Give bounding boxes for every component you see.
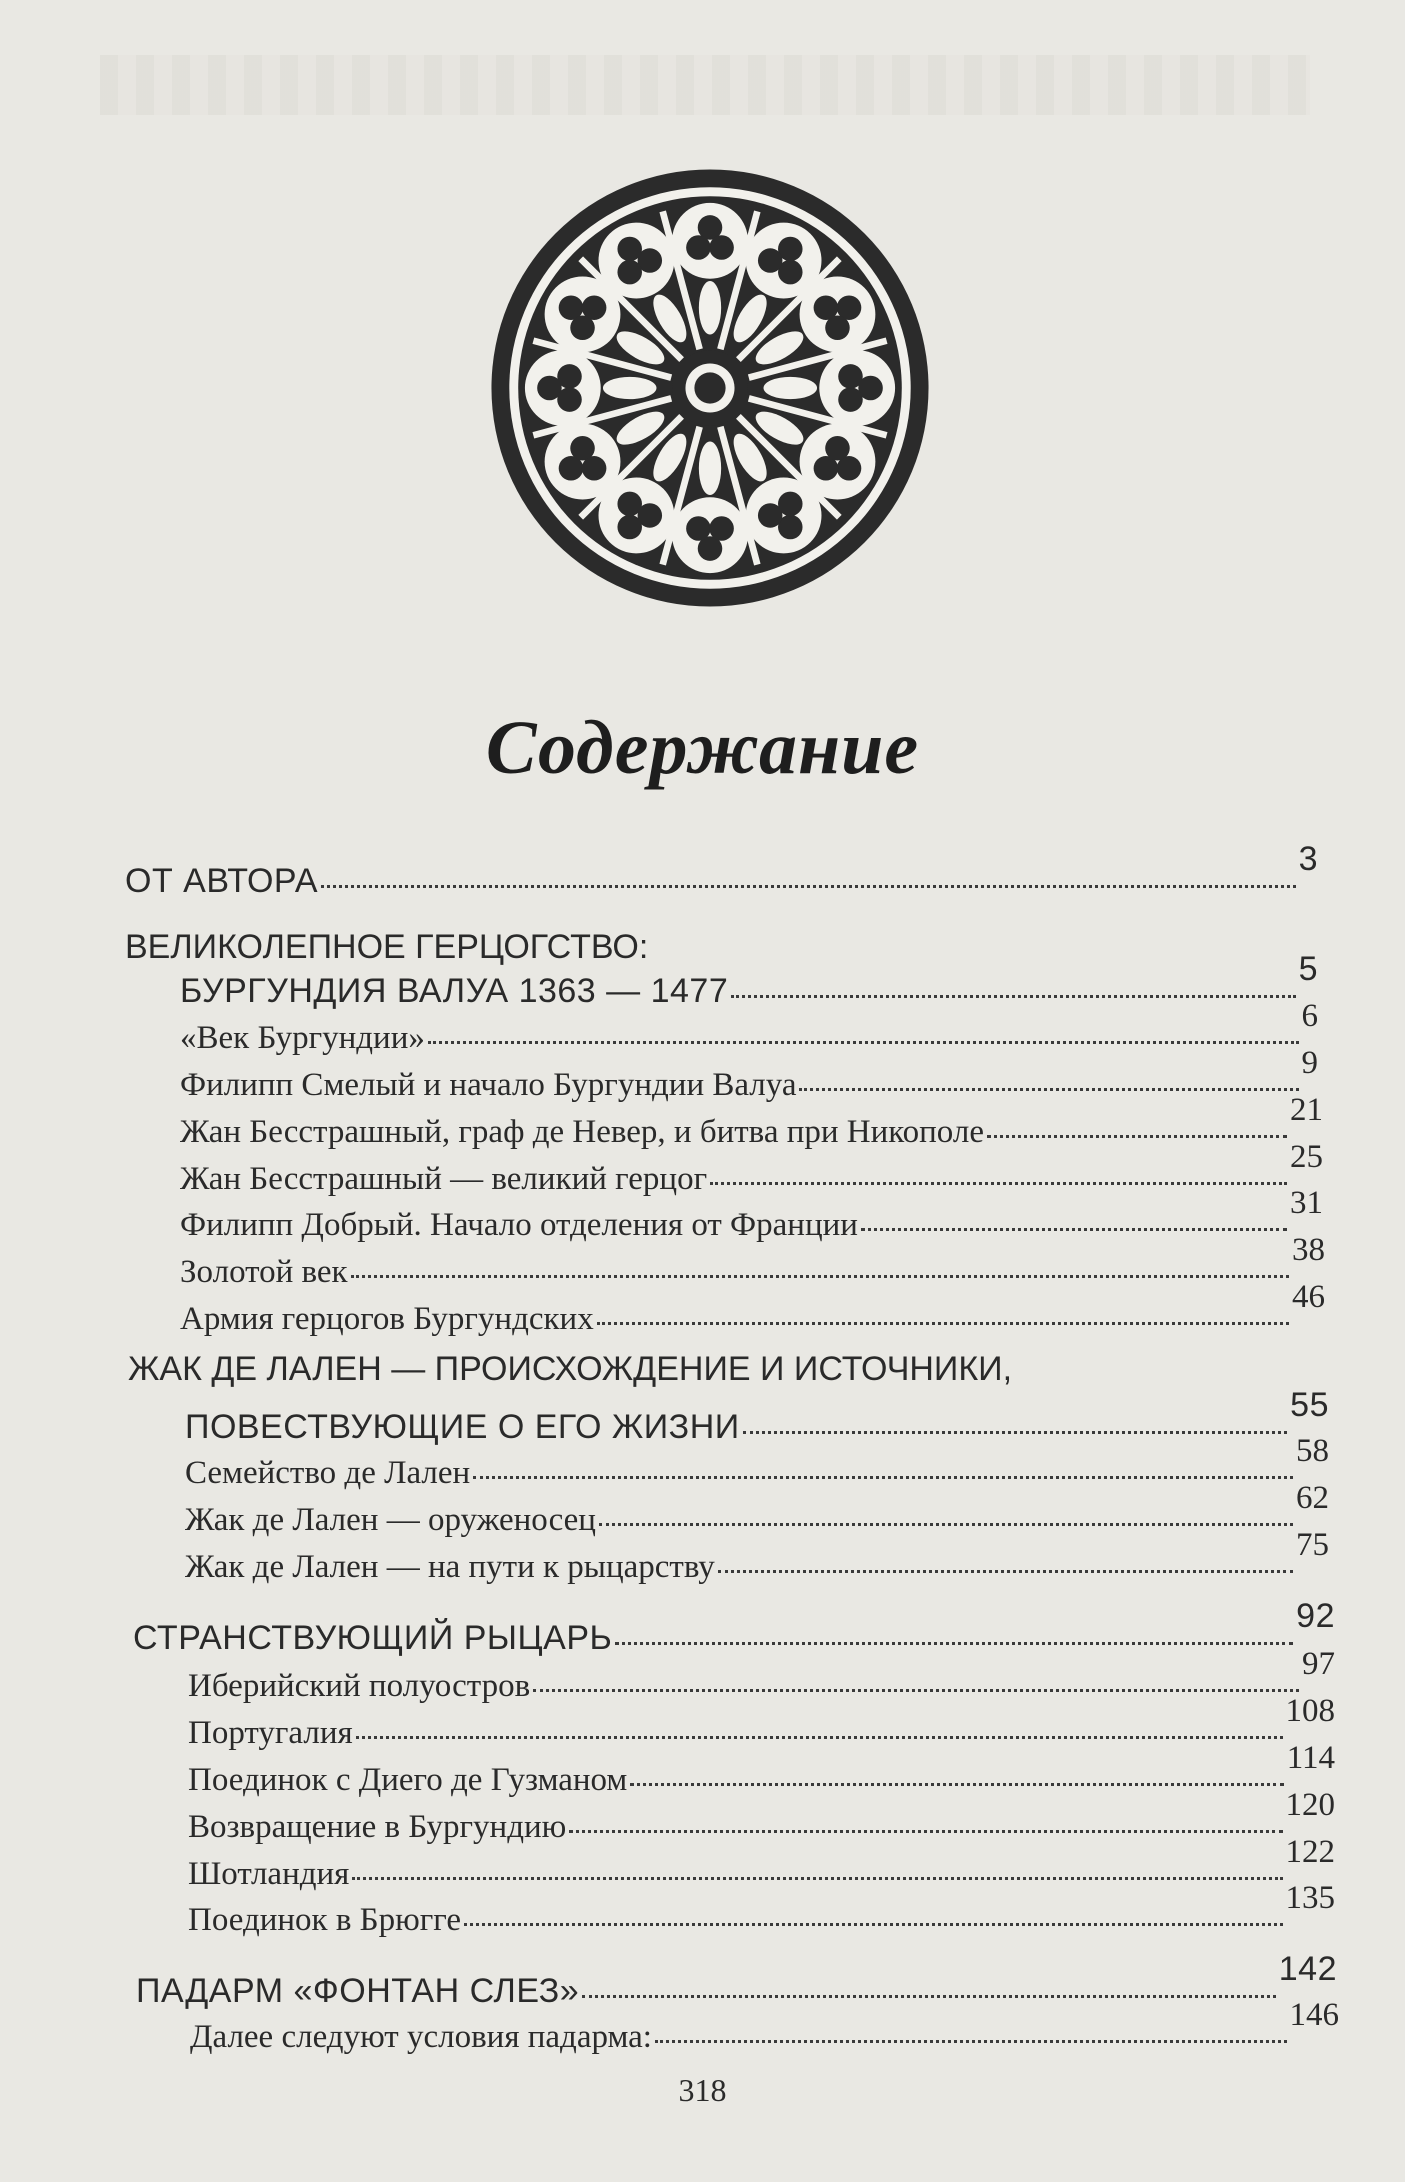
toc-page-number: 142 (1278, 1950, 1337, 1988)
toc-entry-title: Золотой век (180, 1254, 348, 1290)
dot-leader (630, 1783, 1283, 1786)
toc-entry[interactable] (133, 1597, 1335, 1658)
toc-entry-title: БУРГУНДИЯ ВАЛУА 1363 — 1477 (180, 972, 729, 1010)
dot-leader (599, 1523, 1293, 1526)
dot-leader (533, 1689, 1299, 1692)
toc-subentry[interactable] (180, 1139, 1323, 1198)
toc-entry-title: Жак де Лален — на пути к рыцарству (185, 1549, 715, 1585)
dot-leader (718, 1570, 1293, 1573)
toc-entry-title: ПОВЕСТВУЮЩИЕ О ЕГО ЖИЗНИ (185, 1408, 740, 1446)
page-title: Содержание (485, 706, 920, 790)
dot-leader (428, 1041, 1299, 1044)
toc-entry-title: «Век Бургундии» (180, 1020, 425, 1056)
toc-subentry[interactable] (188, 1834, 1335, 1893)
toc-subentry[interactable] (180, 998, 1318, 1057)
toc-subentry[interactable] (180, 1045, 1318, 1104)
toc-page-number: 135 (1285, 1880, 1335, 1916)
toc-entry[interactable] (185, 1386, 1329, 1447)
toc-page-number: 114 (1286, 1740, 1335, 1776)
toc-entry-title: Поединок с Диего де Гузманом (188, 1762, 628, 1798)
dot-leader (615, 1642, 1293, 1645)
toc-subentry[interactable] (185, 1433, 1329, 1492)
dot-leader (352, 1877, 1282, 1880)
toc-page-number: 38 (1292, 1232, 1325, 1268)
toc-section-title-line: ВЕЛИКОЛЕПНОЕ ГЕРЦОГСТВО: (125, 928, 649, 966)
page-number: 318 (678, 2072, 727, 2108)
dot-leader (321, 885, 1296, 888)
toc-entry-title: Поединок в Брюгге (188, 1902, 462, 1938)
toc-section-title-line: ЖАК ДЕ ЛАЛЕН — ПРОИСХОЖДЕНИЕ И ИСТОЧНИКИ, (128, 1350, 1013, 1388)
toc-entry[interactable] (125, 840, 1318, 901)
toc-page-number: 97 (1302, 1646, 1335, 1682)
toc-entry-title: Филипп Смелый и начало Бургундии Валуа (180, 1067, 797, 1103)
toc-entry-title: Португалия (188, 1715, 353, 1751)
toc-page-number: 58 (1296, 1433, 1329, 1469)
dot-leader (655, 2040, 1287, 2043)
toc-subentry[interactable] (188, 1693, 1335, 1752)
toc-entry-title: Филипп Добрый. Начало отделения от Франции (180, 1207, 858, 1243)
toc-entry-title: Семейство де Лален (185, 1455, 471, 1491)
toc-entry[interactable] (136, 1950, 1337, 2011)
toc-entry-title: Жан Бесстрашный, граф де Невер, и битва при Никополе (180, 1114, 984, 1150)
toc-entry-title: ОТ АВТОРА (125, 862, 319, 900)
toc-subentry[interactable] (190, 1997, 1339, 2056)
toc-entry-title: Жан Бесстрашный — великий герцог (180, 1161, 708, 1197)
toc-subentry[interactable] (188, 1787, 1335, 1846)
toc-page-number: 92 (1296, 1597, 1335, 1635)
dot-leader (987, 1135, 1287, 1138)
toc-page-number: 120 (1285, 1787, 1335, 1823)
dot-leader (582, 1995, 1276, 1998)
toc-subentry[interactable] (185, 1527, 1329, 1586)
dot-leader (464, 1923, 1282, 1926)
toc-subentry[interactable] (180, 1092, 1323, 1151)
toc-entry-title: ПАДАРМ «ФОНТАН СЛЕЗ» (136, 1972, 580, 2010)
toc-entry-title: СТРАНСТВУЮЩИЙ РЫЦАРЬ (133, 1619, 613, 1657)
toc-entry-title: Армия герцогов Бургундских (180, 1301, 594, 1337)
toc-subentry[interactable] (180, 1232, 1325, 1291)
dot-leader (356, 1736, 1283, 1739)
dot-leader (731, 995, 1295, 998)
toc-page-number: 25 (1290, 1139, 1323, 1175)
dot-leader (743, 1431, 1287, 1434)
dot-leader (351, 1275, 1289, 1278)
dot-leader (473, 1476, 1293, 1479)
toc-entry-title: Возвращение в Бургундию (188, 1809, 567, 1845)
toc-page-number: 9 (1301, 1045, 1318, 1081)
toc-entry[interactable] (180, 950, 1318, 1011)
toc-page-number: 46 (1292, 1279, 1325, 1315)
toc-entry-title: Шотландия (188, 1856, 350, 1892)
toc-subentry[interactable] (188, 1740, 1335, 1799)
toc-entry-title: Иберийский полуостров (188, 1668, 531, 1704)
dot-leader (861, 1228, 1287, 1231)
toc-page-number: 21 (1290, 1092, 1323, 1128)
toc-page-number: 62 (1296, 1480, 1329, 1516)
toc-page-number: 75 (1296, 1527, 1329, 1563)
toc-page-number: 6 (1301, 998, 1318, 1034)
dot-leader (710, 1182, 1287, 1185)
toc-page-number: 108 (1285, 1693, 1335, 1729)
toc-subentry[interactable] (180, 1279, 1325, 1338)
toc-subentry[interactable] (188, 1880, 1335, 1939)
toc-page-number: 3 (1298, 840, 1318, 878)
dot-leader (597, 1322, 1289, 1325)
toc-page-number: 122 (1285, 1834, 1335, 1870)
toc-subentry[interactable] (180, 1185, 1323, 1244)
toc-page-number: 146 (1289, 1997, 1339, 2033)
toc-page-number: 5 (1298, 950, 1318, 988)
toc-entry-title: Далее следуют условия падарма: (190, 2019, 652, 2055)
toc-entry-title: Жак де Лален — оруженосец (185, 1502, 596, 1538)
toc-subentry[interactable] (188, 1646, 1335, 1705)
dot-leader (799, 1088, 1298, 1091)
toc-page-number: 55 (1290, 1386, 1329, 1424)
toc-page-number: 31 (1290, 1185, 1323, 1221)
toc-subentry[interactable] (185, 1480, 1329, 1539)
dot-leader (569, 1830, 1282, 1833)
